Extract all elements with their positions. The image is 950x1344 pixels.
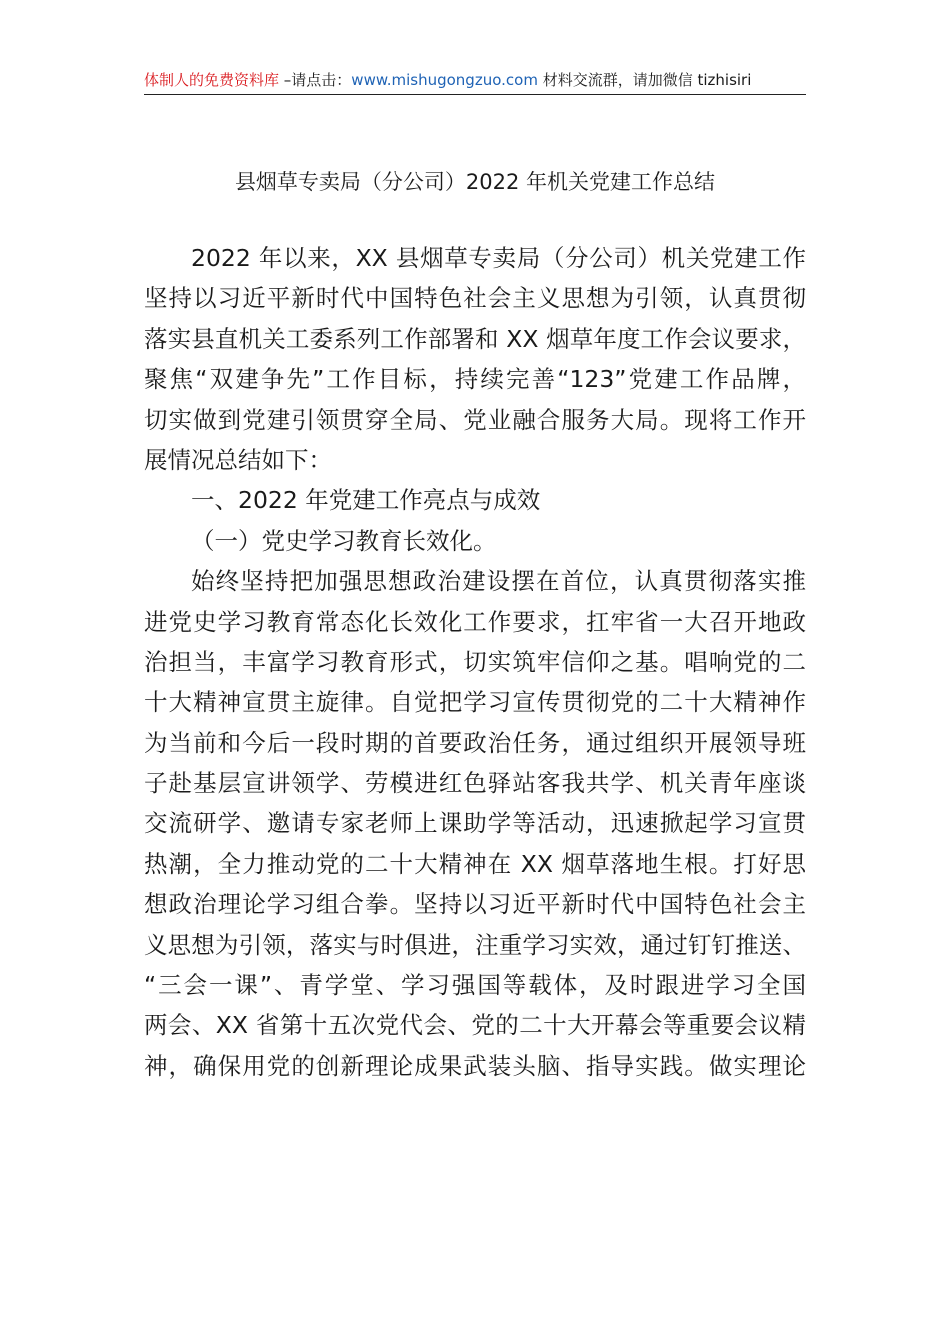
paragraph-line: 2022 年以来，XX 县烟草专卖局（分公司）机关党建工作 <box>191 244 806 272</box>
paragraph-line: 子赴基层宣讲领学、劳模进红色驿站客我共学、机关青年座谈 <box>144 769 806 798</box>
paragraph-line: 始终坚持把加强思想政治建设摆在首位，认真贯彻落实推 <box>191 567 806 596</box>
paragraph-line: 两会、XX 省第十五次党代会、党的二十大开幕会等重要会议精 <box>144 1011 806 1040</box>
paragraph-line: 想政治理论学习组合拳。坚持以习近平新时代中国特色社会主 <box>144 890 806 919</box>
header-divider <box>144 94 806 95</box>
paragraph-line: 神，确保用党的创新理论成果武装头脑、指导实践。做实理论 <box>144 1051 806 1080</box>
paragraph-line: 落实县直机关工委系列工作部署和 XX 烟草年度工作会议要求， <box>144 324 806 353</box>
paragraph-line: 为当前和今后一段时期的首要政治任务，通过组织开展领导班 <box>144 728 806 757</box>
paragraph-line: 展情况总结如下： <box>144 445 332 474</box>
paragraph-line: 十大精神宣贯主旋律。自觉把学习宣传贯彻党的二十大精神作 <box>144 688 806 717</box>
header-prompt: –请点击： <box>279 71 352 89</box>
subsection-heading: （一）党史学习教育长效化。 <box>191 526 497 555</box>
header-link[interactable]: www.mishugongzuo.com <box>351 71 538 89</box>
page-header <box>144 68 806 92</box>
paragraph-line: “三会一课”、青学堂、学习强国等载体，及时跟进学习全国 <box>144 971 806 1000</box>
paragraph-line: 进党史学习教育常态化长效化工作要求，扛牢省一大召开地政 <box>144 607 806 636</box>
paragraph-line: 热潮，全力推动党的二十大精神在 XX 烟草落地生根。打好思 <box>144 849 806 878</box>
paragraph-line: 治担当，丰富学习教育形式，切实筑牢信仰之基。唱响党的二 <box>144 647 806 676</box>
paragraph-line: 交流研学、邀请专家老师上课助学等活动，迅速掀起学习宣贯 <box>144 809 806 838</box>
paragraph-line: 切实做到党建引领贯穿全局、党业融合服务大局。现将工作开 <box>144 405 806 434</box>
section-heading: 一、2022 年党建工作亮点与成效 <box>191 486 541 515</box>
document-title: 县烟草专卖局（分公司）2022 年机关党建工作总结 <box>234 170 716 194</box>
header-brand: 体制人的免费资料库 <box>144 71 280 89</box>
paragraph-line: 义思想为引领，落实与时俱进，注重学习实效，通过钉钉推送、 <box>144 930 806 959</box>
document-body <box>144 238 806 1086</box>
header-contact: 材料交流群，请加微信 tizhisiri <box>537 71 752 89</box>
paragraph-line: 聚焦“双建争先”工作目标，持续完善“123”党建工作品牌， <box>144 365 806 394</box>
paragraph-line: 坚持以习近平新时代中国特色社会主义思想为引领，认真贯彻 <box>144 284 806 313</box>
